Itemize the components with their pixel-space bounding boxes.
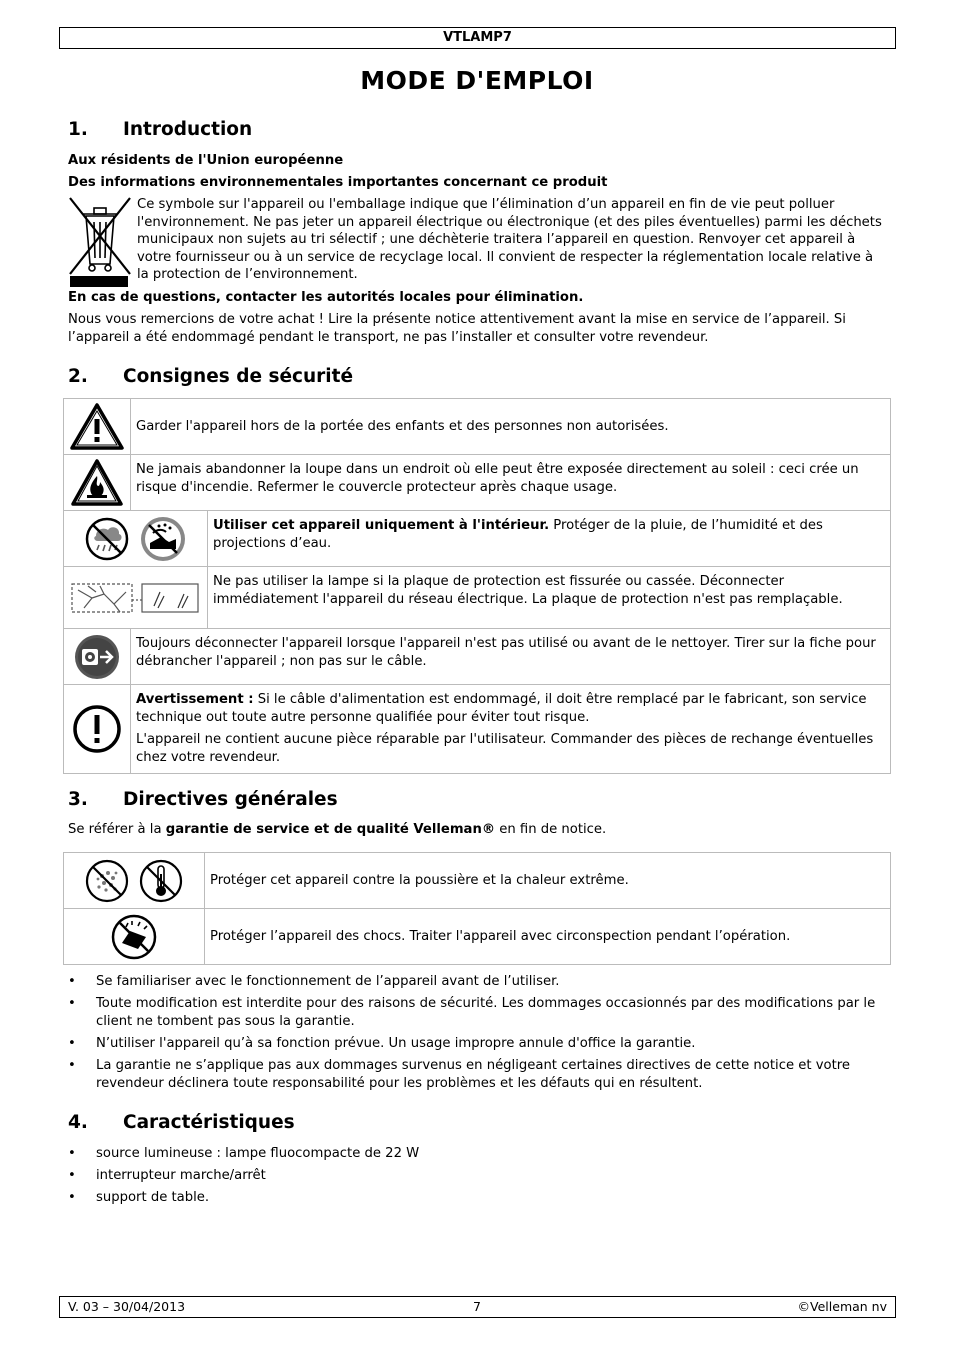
list-item: • La garantie ne s’applique pas aux dommages survenus en négligeant certaines directives de cette notice et votre revendeur déclinera toute responsabilité pour les problèmes et les défauts qui en résultent.: [68, 1057, 888, 1093]
list-item: • source lumineuse : lampe fluocompacte de 22 W: [68, 1145, 888, 1163]
general-table: [63, 852, 891, 965]
section-safety-heading: [68, 366, 353, 387]
features-bullet-list: [68, 1145, 888, 1211]
warranty-reference: [68, 821, 888, 839]
weee-text: Ce symbole sur l'appareil ou l'emballage indique que l’élimination d’un appareil en fin de vie peut polluer l'environnement. Ne pas jeter un appareil électrique ou électronique (et des piles éventuelles) parmi les déchets municipaux non sujets au tri sélectif ; une déchèterie traitera l’appareil en question. Renvoyer cet appareil à votre fournisseur ou à un service de recyclage local. Il convient de respecter la réglementation locale relative à la protection de l’environnement.: [137, 197, 882, 282]
list-item: • Toute modification est interdite pour des raisons de sécurité. Les dommages occasionnés par des modifications par le client ne tombent pas sous la garantie.: [68, 995, 888, 1031]
section-number: 2.: [68, 366, 88, 387]
section-number: 1.: [68, 119, 88, 140]
safety-row: [64, 629, 891, 685]
safety-text: Ne pas utiliser la lampe si la plaque de protection est fissurée ou cassée. Déconnecter immédiatement l'appareil du réseau électrique. La plaque de protection n'est pas remplaçable.: [213, 574, 843, 607]
warranty-ref-post: en fin de notice.: [495, 822, 607, 837]
list-item: • N’utiliser l'appareil qu’à sa fonction prévue. Un usage impropre annule d'office la garantie.: [68, 1035, 888, 1053]
section-number: 3.: [68, 789, 88, 810]
no-dust-icon: [84, 858, 130, 904]
general-text-cell: [205, 853, 891, 909]
unplug-icon: [73, 633, 121, 681]
safety-text-cell: [208, 511, 891, 567]
cracked-glass-icon: [70, 578, 202, 618]
general-icon-cell: [64, 909, 205, 965]
questions-text: En cas de questions, contacter les autorités locales pour élimination.: [68, 290, 584, 305]
warning-triangle-icon: [69, 402, 125, 452]
no-shock-icon: [110, 913, 158, 961]
safety-row: [64, 455, 891, 511]
footer-version: V. 03 – 30/04/2013: [68, 1299, 186, 1314]
section-features-heading: [68, 1112, 295, 1133]
footer-copyright: ©Velleman nv: [797, 1299, 887, 1314]
env-info-heading: Des informations environnementales importantes concernant ce produit: [68, 175, 608, 190]
thanks-text: Nous vous remercions de votre achat ! Lire la présente notice attentivement avant la mise en service de l’appareil. Si l’appareil a été endommagé pendant le transport, ne pas l’installer et consulter votre revendeur.: [68, 312, 846, 345]
safety-icon-cell: [64, 685, 131, 774]
section-number: 4.: [68, 1112, 88, 1133]
no-water-splash-icon: [139, 515, 187, 563]
list-item: • support de table.: [68, 1189, 888, 1207]
general-text-cell: [205, 909, 891, 965]
general-text: Protéger l’appareil des chocs. Traiter l'appareil avec circonspection pendant l’opération.: [210, 928, 791, 944]
footer-page-number: 7: [473, 1299, 481, 1314]
general-row: [64, 909, 891, 965]
safety-text-2: L'appareil ne contient aucune pièce réparable par l'utilisateur. Commander des pièces de rechange éventuelles chez votre revendeur.: [136, 732, 874, 765]
list-item: • Se familiariser avec le fonctionnement de l’appareil avant de l’utiliser.: [68, 973, 888, 991]
safety-text: Si le câble d'alimentation est endommagé, il doit être remplacé par le fabricant, son service technique out toute autre personne qualifiée pour éviter tout risque.: [136, 692, 867, 725]
safety-text-cell: [131, 399, 891, 455]
section-title: Caractéristiques: [123, 1112, 295, 1133]
safety-text-cell: [131, 629, 891, 685]
section-title: Directives générales: [123, 789, 338, 810]
list-item: • interrupteur marche/arrêt: [68, 1167, 888, 1185]
exclamation-icon: [72, 704, 122, 754]
page-footer: [59, 1296, 896, 1318]
section-intro-heading: [68, 119, 252, 140]
safety-row: [64, 399, 891, 455]
fire-hazard-icon: [70, 458, 124, 508]
safety-text-cell: [131, 455, 891, 511]
safety-text: Garder l'appareil hors de la portée des enfants et des personnes non autorisées.: [136, 418, 669, 434]
weee-bin-icon: [68, 196, 132, 288]
no-heat-icon: [138, 858, 184, 904]
safety-table: [63, 398, 891, 774]
general-icon-cell: [64, 853, 205, 909]
general-text: Protéger cet appareil contre la poussière et la chaleur extrême.: [210, 872, 629, 888]
warranty-ref-bold: garantie de service et de qualité Velleman®: [165, 822, 496, 837]
warning-bold: Avertissement :: [136, 692, 254, 707]
safety-row: [64, 685, 891, 774]
section-title: Consignes de sécurité: [123, 366, 354, 387]
safety-icon-cell: [64, 567, 208, 629]
safety-icon-cell: [64, 511, 208, 567]
general-row: [64, 853, 891, 909]
safety-text: Toujours déconnecter l'appareil lorsque l'appareil n'est pas utilisé ou avant de le nettoyer. Tirer sur la fiche pour débrancher l'appareil ; non pas sur le câble.: [136, 636, 876, 669]
section-general-heading: [68, 789, 338, 810]
safety-icon-cell: [64, 399, 131, 455]
safety-row: [64, 567, 891, 629]
safety-text-cell: [131, 685, 891, 774]
safety-text-cell: [208, 567, 891, 629]
safety-icon-cell: [64, 455, 131, 511]
indoor-use-bold: Utiliser cet appareil uniquement à l'intérieur.: [213, 518, 550, 533]
section-title: Introduction: [123, 119, 253, 140]
general-bullet-list: [68, 973, 888, 1097]
safety-icon-cell: [64, 629, 131, 685]
safety-row: [64, 511, 891, 567]
header-model: VTLAMP7: [59, 27, 896, 49]
page-title: MODE D'EMPLOI: [360, 66, 594, 95]
no-rain-icon: [84, 516, 130, 562]
safety-text: Ne jamais abandonner la loupe dans un endroit où elle peut être exposée directement au soleil : ceci crée un risque d'incendie. Refermer le couvercle protecteur après chaque usage.: [136, 462, 859, 495]
eu-residents-heading: Aux résidents de l'Union européenne: [68, 153, 344, 168]
safety-text: Protéger de la pluie, de l’humidité et des projections d’eau.: [213, 518, 823, 551]
warranty-ref-pre: Se référer à la: [68, 822, 166, 837]
